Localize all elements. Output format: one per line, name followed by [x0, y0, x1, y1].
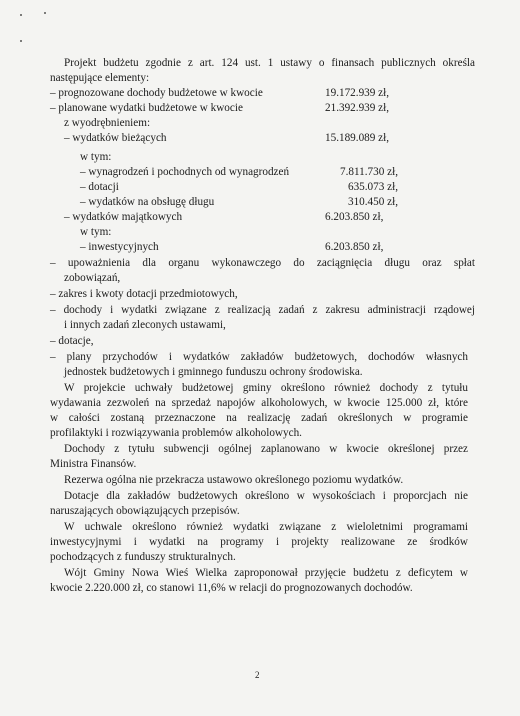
list-item: – wydatków majątkowych — [64, 211, 183, 223]
text-line: W uchwale określono również wydatki związane z wieloletnimi programami — [64, 521, 468, 533]
amount-value: 6.203.850 zł, — [325, 211, 384, 223]
amount-value: 6.203.850 zł, — [325, 241, 384, 253]
list-item: – plany przychodów i wydatków zakładów budżetowych, dochodów własnych — [50, 351, 468, 363]
amount-value: 19.172.939 zł, — [325, 87, 390, 99]
list-item: – prognozowane dochody budżetowe w kwocie — [50, 87, 263, 99]
text-line: inwestycyjnymi i wydatki na programy i projekty realizowane ze środków — [50, 536, 468, 548]
text-line: Wójt Gminy Nowa Wieś Wielka zaproponował przyjęcie budżetu z deficytem w — [64, 567, 468, 579]
text-line: następujące elementy: — [50, 72, 150, 84]
text-line: Ministra Finansów. — [50, 458, 137, 470]
list-item: – upoważnienia dla organu wykonawczego do zaciągnięcia długu oraz spłat — [50, 257, 475, 269]
text-line: jednostek budżetowych i gminnego funduszu ochrony środowiska. — [64, 366, 363, 378]
text-line: Rezerwa ogólna nie przekracza ustawowo określonego poziomu wydatków. — [64, 474, 404, 486]
amount-value: 7.811.730 zł, — [339, 166, 398, 178]
scan-speck — [20, 14, 22, 16]
list-item: – dochody i wydatki związane z realizacją zadań z zakresu administracji rządowej — [50, 304, 475, 316]
text-line: kwocie 2.220.000 zł, co stanowi 11,6% w relacji do prognozowanych dochodów. — [50, 582, 413, 594]
text-line: w tym: — [80, 151, 112, 163]
amount-value: 310.450 zł, — [347, 196, 398, 208]
scan-speck — [44, 12, 46, 14]
list-item: – wydatków na obsługę długu — [80, 196, 215, 208]
text-line: wydawania zezwoleń na sprzedaż napojów alkoholowych, w kwocie 125.000 zł, które — [50, 397, 468, 409]
text-line: zobowiązań, — [64, 272, 121, 284]
list-item: – wynagrodzeń i pochodnych od wynagrodzeń — [80, 166, 290, 178]
text-line: z wyodrębnieniem: — [64, 117, 151, 129]
page-number: 2 — [255, 670, 260, 680]
amount-value: 15.189.089 zł, — [325, 132, 390, 144]
list-item: – dotacji — [80, 181, 119, 193]
text-line: profilaktyki i rozwiązywania problemów alkoholowych. — [50, 427, 302, 439]
amount-value: 21.392.939 zł, — [325, 102, 390, 114]
text-line: w tym: — [80, 226, 112, 238]
list-item: – inwestycyjnych — [80, 241, 159, 253]
list-item: – planowane wydatki budżetowe w kwocie — [50, 102, 243, 114]
text-line: Projekt budżetu zgodnie z art. 124 ust. 1 ustawy o finansach publicznych określa — [64, 57, 475, 69]
list-item: – wydatków bieżących — [64, 132, 167, 144]
list-item: – zakres i kwoty dotacji przedmiotowych, — [50, 288, 238, 300]
text-line: Dotacje dla zakładów budżetowych określono w wysokościach i proporcjach nie — [64, 490, 468, 502]
text-line: w całości zostaną przeznaczone na realizację zadań określonych w programie — [50, 412, 468, 424]
text-line: naruszających obowiązujących przepisów. — [50, 505, 240, 517]
text-line: Dochody z tytułu subwencji ogólnej zaplanowano w kwocie określonej przez — [64, 443, 468, 455]
text-line: pochodzących z funduszy strukturalnych. — [50, 551, 236, 563]
text-line: W projekcie uchwały budżetowej gminy określono również dochody z tytułu — [64, 382, 468, 394]
text-line: i innych zadań zleconych ustawami, — [64, 319, 226, 331]
scan-speck — [20, 40, 22, 42]
list-item: – dotacje, — [50, 335, 94, 347]
amount-value: 635.073 zł, — [347, 181, 398, 193]
